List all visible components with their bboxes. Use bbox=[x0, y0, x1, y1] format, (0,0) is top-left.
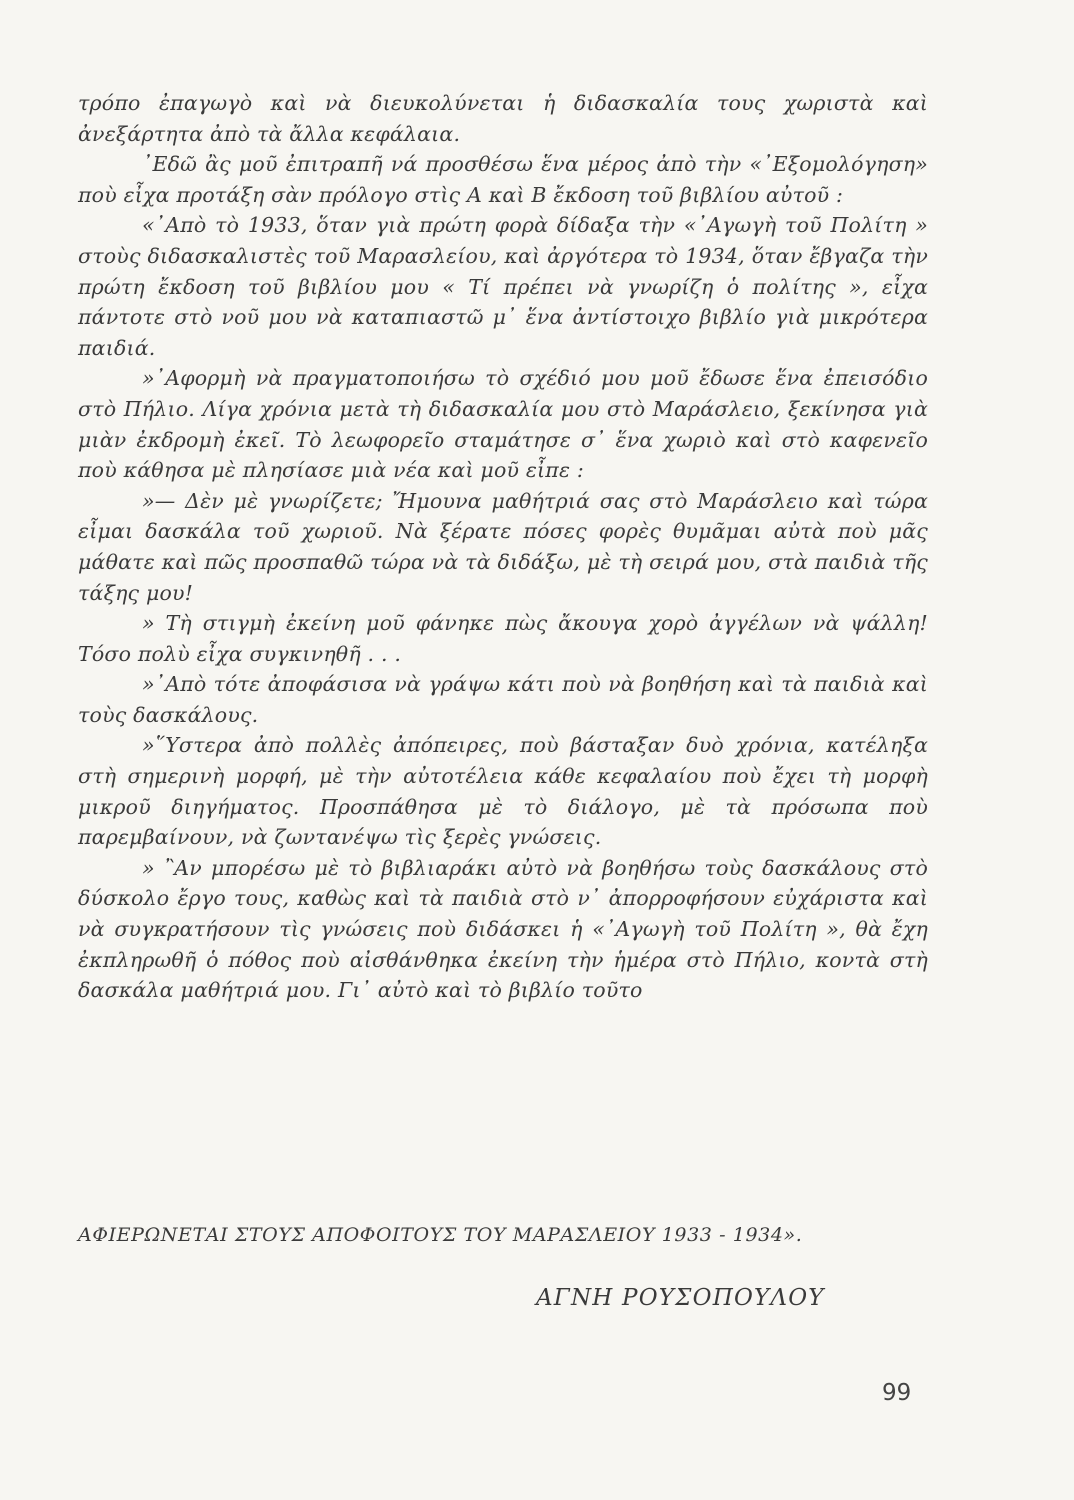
paragraph: «᾿Απὸ τὸ 1933, ὅταν γιὰ πρώτη φορὰ δίδαξα τὴν «᾿Αγωγὴ τοῦ Πολίτη » στοὺς διδασκαλιστὲς τοῦ Μαρασλείου, καὶ ἀργότερα τὸ 1934, ὅταν ἔβγαζα τὴν πρώτη ἔκδοση τοῦ βιβλίου μου « Τί πρέπει νὰ γνωρίζη ὁ πολίτης », εἶχα πάντοτε στὸ νοῦ μου νὰ καταπιαστῶ μ᾿ ἕνα ἀντίστοιχο βιβλίο γιὰ μικρότερα παιδιά. bbox=[78, 213, 928, 360]
paragraph: τρόπο ἐπαγωγὸ καὶ νὰ διευκολύνεται ἡ διδασκαλία τους χωριστὰ καὶ ἀνεξάρτητα ἀπὸ τὰ ἄλλα κεφάλαια. bbox=[78, 91, 928, 146]
dedication-line: ΑΦΙΕΡΩΝΕΤΑΙ ΣΤΟΥΣ ΑΠΟΦΟΙΤΟΥΣ ΤΟΥ ΜΑΡΑΣΛΕΙΟΥ 1933 - 1934». bbox=[78, 1224, 803, 1246]
paragraph: »— Δὲν μὲ γνωρίζετε; Ἤμουνα μαθήτριά σας στὸ Μαράσλειο καὶ τώρα εἶμαι δασκάλα τοῦ χωριοῦ. Νὰ ξέρατε πόσες φορὲς θυμᾶμαι αὐτὰ ποὺ μᾶς μάθατε καὶ πῶς προσπαθῶ τώρα νὰ τὰ διδάξω, μὲ τὴ σειρά μου, στὰ παιδιὰ τῆς τάξης μου! bbox=[78, 488, 928, 605]
paragraph: »῞Υστερα ἀπὸ πολλὲς ἀπόπειρες, ποὺ βάσταξαν δυὸ χρόνια, κατέληξα στὴ σημερινὴ μορφή, μὲ τὴν αὐτοτέλεια κάθε κεφαλαίου ποὺ ἔχει τὴ μορφὴ μικροῦ διηγήματος. Προσπάθησα μὲ τὸ διάλογο, μὲ τὰ πρόσωπα ποὺ παρεμβαίνουν, νὰ ζωντανέψω τὶς ξερὲς γνώσεις. bbox=[78, 733, 928, 850]
page-number: 99 bbox=[882, 1380, 912, 1406]
body-text bbox=[78, 88, 928, 1006]
paragraph: » ῍Αν μπορέσω μὲ τὸ βιβλιαράκι αὐτὸ νὰ βοηθήσω τοὺς δασκάλους στὸ δύσκολο ἔργο τους, καθὼς καὶ τὰ παιδιὰ στὸ ν᾿ ἀπορροφήσουν εὐχάριστα καὶ νὰ συγκρατήσουν τὶς γνώσεις ποὺ διδάσκει ἡ «᾿Αγωγὴ τοῦ Πολίτη », θὰ ἔχη ἐκπληρωθῆ ὁ πόθος ποὺ αἰσθάνθηκα ἐκείνη τὴν ἡμέρα στὸ Πήλιο, κοντὰ στὴ δασκάλα μαθήτριά μου. Γι᾿ αὐτὸ καὶ τὸ βιβλίο τοῦτο bbox=[78, 855, 928, 1003]
author-signature: ΑΓΝΗ ΡΟΥΣΟΠΟΥΛΟΥ bbox=[536, 1285, 825, 1311]
paragraph: » Τὴ στιγμὴ ἐκείνη μοῦ φάνηκε πὼς ἄκουγα χορὸ ἀγγέλων νὰ ψάλλη! Τόσο πολὺ εἶχα συγκινηθῆ . . . bbox=[78, 611, 928, 666]
paragraph: »᾿Αφορμὴ νὰ πραγματοποιήσω τὸ σχέδιό μου μοῦ ἔδωσε ἕνα ἐπεισόδιο στὸ Πήλιο. Λίγα χρόνια μετὰ τὴ διδασκαλία μου στὸ Μαράσλειο, ξεκίνησα γιὰ μιὰν ἐκδρομὴ ἐκεῖ. Τὸ λεωφορεῖο σταμάτησε σ᾿ ἕνα χωριὸ καὶ στὸ καφενεῖο ποὺ κάθησα μὲ πλησίασε μιὰ νέα καὶ μοῦ εἶπε : bbox=[78, 366, 928, 483]
paragraph: ᾿Εδῶ ἂς μοῦ ἐπιτραπῆ νά προσθέσω ἕνα μέρος ἀπὸ τὴν «᾿Εξομολόγηση» ποὺ εἶχα προτάξη σὰν πρόλογο στὶς Α καὶ Β ἔκδοση τοῦ βιβλίου αὐτοῦ : bbox=[78, 152, 928, 207]
paragraph: »᾿Απὸ τότε ἀποφάσισα νὰ γράψω κάτι ποὺ νὰ βοηθήση καὶ τὰ παιδιὰ καὶ τοὺς δασκάλους. bbox=[78, 672, 928, 727]
